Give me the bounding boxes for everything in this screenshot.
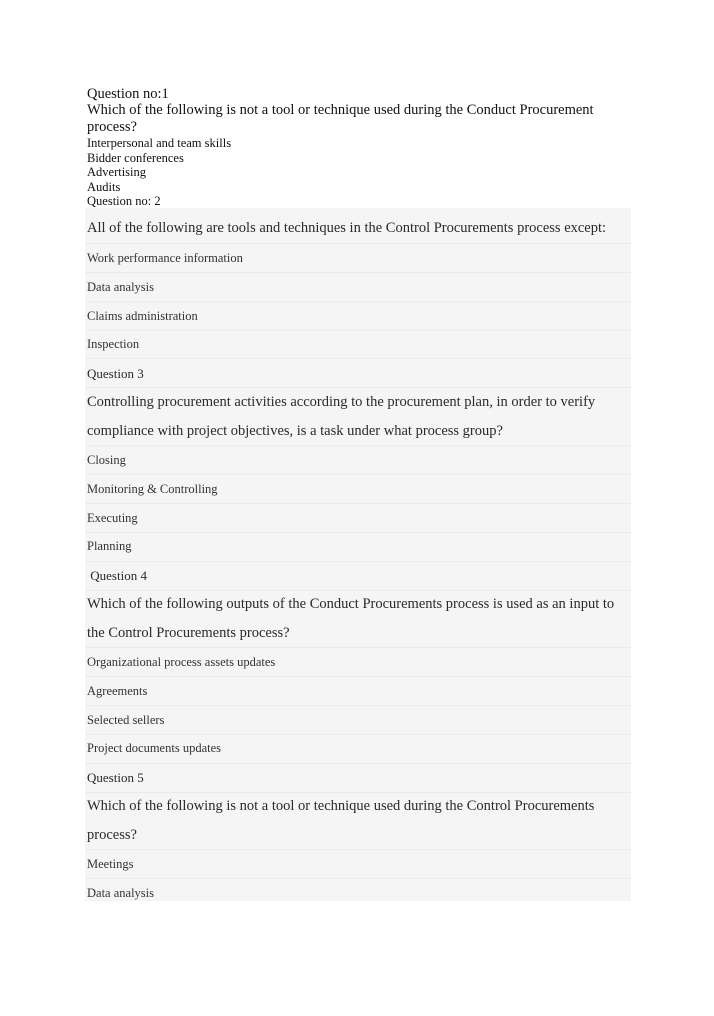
row-divider — [85, 705, 631, 706]
question-3-option-1: Closing — [87, 453, 126, 467]
row-divider — [85, 792, 631, 793]
question-2-option-2: Data analysis — [87, 280, 154, 294]
question-4-option-4: Project documents updates — [87, 741, 221, 755]
row-divider — [85, 272, 631, 273]
question-1-stem-line-1: Which of the following is not a tool or technique used during the Conduct Procurement — [87, 102, 594, 118]
row-divider — [85, 330, 631, 331]
row-divider — [85, 358, 631, 359]
row-divider — [85, 647, 631, 648]
question-2-title: Question no: 2 — [87, 194, 161, 208]
question-2-option-4: Inspection — [87, 337, 140, 351]
question-5-option-1: Meetings — [87, 857, 134, 871]
row-divider — [85, 532, 631, 533]
question-4-title: Question 4 — [87, 568, 147, 583]
question-1-option-2: Bidder conferences — [87, 150, 184, 165]
row-divider — [85, 445, 631, 446]
row-divider — [85, 503, 631, 504]
question-3-title: Question 3 — [87, 366, 144, 381]
row-divider — [85, 474, 631, 475]
question-2-option-3: Claims administration — [87, 309, 198, 323]
question-1-option-3: Advertising — [87, 165, 147, 179]
question-1-option-1: Interpersonal and team skills — [87, 136, 232, 150]
question-3-option-3: Executing — [87, 511, 138, 525]
row-divider — [85, 243, 631, 244]
row-divider — [85, 387, 631, 388]
row-divider — [85, 734, 631, 735]
question-5-option-2: Data analysis — [87, 886, 154, 900]
question-5-stem-line-2: process? — [87, 827, 137, 843]
row-divider — [85, 590, 631, 591]
question-3-option-2: Monitoring & Controlling — [87, 482, 218, 496]
row-divider — [85, 878, 631, 879]
question-4-stem-line-2: the Control Procurements process? — [87, 625, 290, 641]
question-1-block — [87, 86, 627, 209]
row-divider — [85, 561, 631, 562]
question-5-stem-line-1: Which of the following is not a tool or technique used during the Control Procurements — [87, 798, 595, 814]
question-2-stem: All of the following are tools and techniques in the Control Procurements process except: — [87, 220, 607, 236]
question-2-option-1: Work performance information — [87, 251, 243, 265]
question-3-stem-line-2: compliance with project objectives, is a task under what process group? — [87, 423, 503, 439]
question-3-option-4: Planning — [87, 539, 132, 553]
question-4-option-1: Organizational process assets updates — [87, 655, 276, 669]
question-5-title: Question 5 — [87, 770, 144, 785]
question-3-stem-line-1: Controlling procurement activities according to the procurement plan, in order to verify — [87, 394, 596, 410]
question-4-stem-line-1: Which of the following outputs of the Conduct Procurements process is used as an input to — [87, 596, 615, 612]
row-divider — [85, 301, 631, 302]
question-4-option-2: Agreements — [87, 684, 148, 698]
question-1-stem-line-2: process? — [87, 119, 137, 135]
row-divider — [85, 763, 631, 764]
question-4-option-3: Selected sellers — [87, 713, 165, 727]
row-divider — [85, 849, 631, 850]
question-1-option-4: Audits — [87, 179, 121, 194]
question-1-title: Question no:1 — [87, 86, 169, 102]
row-divider — [85, 676, 631, 677]
